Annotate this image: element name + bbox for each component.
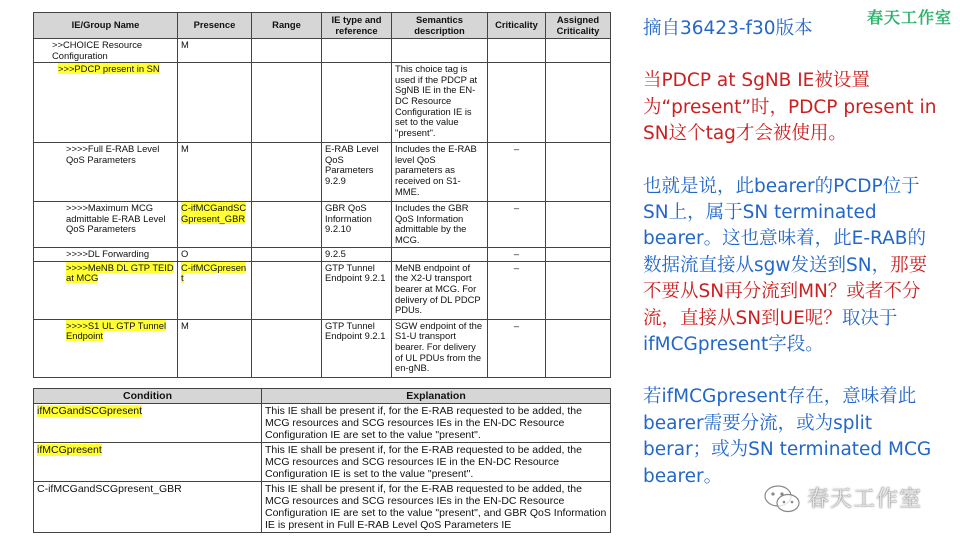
range-cell — [252, 143, 322, 202]
range-cell — [252, 202, 322, 248]
assigned-criticality-cell — [546, 39, 611, 63]
presence-cell: M — [178, 39, 252, 63]
range-cell — [252, 248, 322, 262]
col-header-range: Range — [252, 13, 322, 39]
condition-cell: ifMCGpresent — [34, 443, 262, 482]
table-row — [34, 248, 611, 262]
assigned-criticality-cell — [546, 248, 611, 262]
col-header-ie-type: IE type and reference — [322, 13, 392, 39]
criticality-cell: – — [488, 319, 546, 377]
col-header-ie-name: IE/Group Name — [34, 13, 178, 39]
semantics-cell: Includes the E-RAB level QoS parameters as received on S1-MME. — [392, 143, 488, 202]
col-header-condition: Condition — [34, 389, 262, 404]
criticality-cell: – — [488, 261, 546, 319]
ie-type-cell — [322, 39, 392, 63]
assigned-criticality-cell — [546, 143, 611, 202]
ie-type-cell — [322, 63, 392, 143]
semantics-cell — [392, 39, 488, 63]
table-row — [34, 319, 611, 377]
table-row — [34, 482, 611, 533]
presence-cell: M — [178, 319, 252, 377]
ie-name-cell: >>>>Maximum MCG admittable E-RAB Level QoS Parameters — [34, 202, 178, 248]
explanation-cell: This IE shall be present if, for the E-RAB requested to be added, the MCG resources and SCG resources IEs in the EN-DC Resource Configuration IE are set to the value "present", and GBR QoS Information IE is present in Full E-RAB Level QoS Parameters IE — [262, 482, 611, 533]
presence-cell: O — [178, 248, 252, 262]
assigned-criticality-cell — [546, 319, 611, 377]
ie-name-cell: >>>>Full E-RAB Level QoS Parameters — [34, 143, 178, 202]
table-row — [34, 443, 611, 482]
table-row — [34, 63, 611, 143]
explanation-cell: This IE shall be present if, for the E-RAB requested to be added, the MCG resources and SCG resources IEs in the EN-DC Resource Configuration IE are set to the value "present". — [262, 404, 611, 443]
ie-type-cell: GTP Tunnel Endpoint 9.2.1 — [322, 319, 392, 377]
note-source: 摘自36423-f30版本 — [643, 18, 813, 39]
ie-name-cell: >>>PDCP present in SN — [34, 63, 178, 143]
range-cell — [252, 63, 322, 143]
assigned-criticality-cell — [546, 63, 611, 143]
note-pdcp-condition: 当PDCP at SgNB IE被设置为“present”时，PDCP present in SN这个tag才会被使用。 — [643, 70, 937, 145]
col-header-criticality: Criticality — [488, 13, 546, 39]
watermark-text: 春天工作室 — [807, 487, 923, 512]
presence-cell: C-ifMCGpresent — [178, 261, 252, 319]
col-header-assigned-criticality: Assigned Criticality — [546, 13, 611, 39]
semantics-cell — [392, 248, 488, 262]
col-header-semantics: Semantics description — [392, 13, 488, 39]
note-ifmcgpresent: 若ifMCGpresent存在，意味着此bearer需要分流，或为split berar；或为SN terminated MCG bearer。 — [643, 386, 932, 487]
ie-name-cell: >>>>S1 UL GTP Tunnel Endpoint — [34, 319, 178, 377]
spec-header-row — [34, 13, 611, 39]
note-bearer-explanation: 也就是说，此bearer的PCDP位于SN上，属于SN terminated bearer。这也意味着，此E-RAB的数据流直接从sgw发送到SN，那要不要从SN再分流到MN？或者不分流，直接从SN到UE呢？取决于ifMCGpresent字段。 — [643, 175, 928, 356]
table-row — [34, 261, 611, 319]
ie-name-cell: >>>>DL Forwarding — [34, 248, 178, 262]
condition-cell: ifMCGandSCGpresent — [34, 404, 262, 443]
brand-logo-text: 春天工作室 — [867, 8, 953, 27]
col-header-presence: Presence — [178, 13, 252, 39]
table-row — [34, 202, 611, 248]
ie-type-cell: GTP Tunnel Endpoint 9.2.1 — [322, 261, 392, 319]
ie-spec-table — [33, 12, 611, 378]
semantics-cell: This choice tag is used if the PDCP at SgNB IE in the EN-DC Resource Configuration IE is set to the value "present". — [392, 63, 488, 143]
range-cell — [252, 39, 322, 63]
semantics-cell: MeNB endpoint of the X2-U transport bearer at MCG. For delivery of DL PDCP PDUs. — [392, 261, 488, 319]
table-row — [34, 404, 611, 443]
criticality-cell: – — [488, 248, 546, 262]
presence-cell: C-ifMCGandSCGpresent_GBR — [178, 202, 252, 248]
criticality-cell: – — [488, 202, 546, 248]
presence-cell: M — [178, 143, 252, 202]
condition-cell: C-ifMCGandSCGpresent_GBR — [34, 482, 262, 533]
assigned-criticality-cell — [546, 202, 611, 248]
wechat-icon — [763, 484, 801, 514]
condition-table — [33, 388, 611, 533]
semantics-cell: SGW endpoint of the S1-U transport bearer. For delivery of UL PDUs from the en-gNB. — [392, 319, 488, 377]
criticality-cell — [488, 63, 546, 143]
range-cell — [252, 319, 322, 377]
ie-name-cell: >>CHOICE Resource Configuration — [34, 39, 178, 63]
range-cell — [252, 261, 322, 319]
explanation-cell: This IE shall be present if, for the E-RAB requested to be added, the MCG resources and SCG resources IE in the EN-DC Resource Configuration IE is set to the value "present". — [262, 443, 611, 482]
presence-cell — [178, 63, 252, 143]
criticality-cell: – — [488, 143, 546, 202]
semantics-cell: Includes the GBR QoS Information admittable by the MCG. — [392, 202, 488, 248]
wechat-watermark — [763, 480, 953, 516]
ie-type-cell: 9.2.5 — [322, 248, 392, 262]
ie-name-cell: >>>>MeNB DL GTP TEID at MCG — [34, 261, 178, 319]
assigned-criticality-cell — [546, 261, 611, 319]
criticality-cell — [488, 39, 546, 63]
col-header-explanation: Explanation — [262, 389, 611, 404]
ie-type-cell: GBR QoS Information 9.2.10 — [322, 202, 392, 248]
annotation-panel — [643, 16, 943, 516]
table-row — [34, 143, 611, 202]
table-row — [34, 39, 611, 63]
condition-header-row — [34, 389, 611, 404]
ie-type-cell: E-RAB Level QoS Parameters 9.2.9 — [322, 143, 392, 202]
